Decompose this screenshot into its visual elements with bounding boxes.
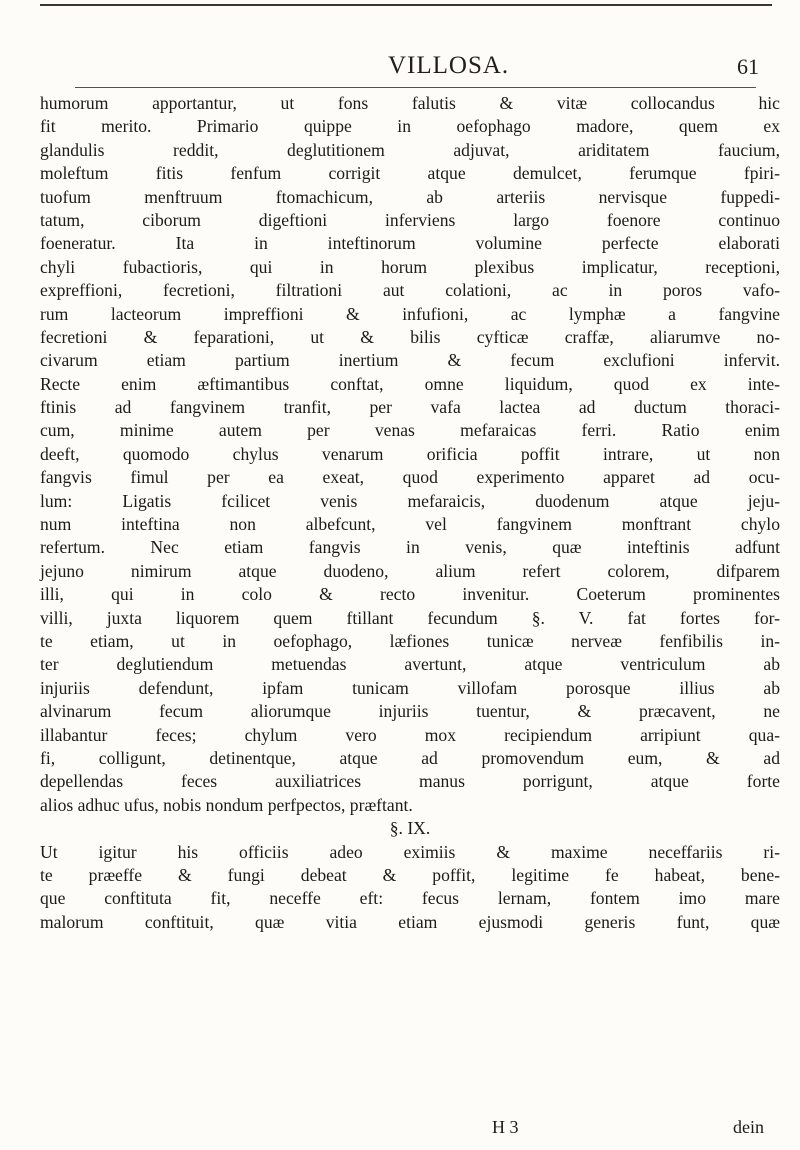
text-line: depellendas feces auxiliatrices manus porrigunt, atque forte (40, 771, 780, 792)
text-line: foeneratur. Ita in inteftinorum volumine perfecte elaborati (40, 233, 780, 254)
text-line: jejuno nimirum atque duodeno, alium refert colorem, difparem (40, 560, 780, 581)
text-line: ter deglutiendum metuendas avertunt, atque ventriculum ab (40, 654, 780, 675)
text-line: illabantur feces; chylum vero mox recipiendum arripiunt qua- (40, 724, 780, 745)
page-footer (40, 1117, 780, 1143)
body-text (40, 92, 780, 934)
text-line: tatum, ciborum digeftioni inferviens largo foenore continuo (40, 209, 780, 230)
text-line: te præeffe & fungi debeat & poffit, legitime fe habeat, bene- (40, 864, 780, 885)
header-rule (75, 87, 756, 88)
text-line: alvinarum fecum aliorumque injuriis tuentur, & præcavent, ne (40, 701, 780, 722)
text-line: villi, juxta liquorem quem ftillant fecundum §. V. fat fortes for- (40, 607, 780, 628)
text-line: tuofum menftruum ftomachicum, ab arteriis nervisque fuppedi- (40, 186, 780, 207)
text-line: Ut igitur his officiis adeo eximiis & maxime neceffariis ri- (40, 841, 780, 862)
text-line: fit merito. Primario quippe in oefophago madore, quem ex (40, 116, 780, 137)
top-edge-rule (40, 4, 772, 6)
signature-mark: H 3 (492, 1117, 519, 1137)
text-line: fangvis fimul per ea exeat, quod experimento apparet ad ocu- (40, 467, 780, 488)
text-line: lum: Ligatis fcilicet venis mefaraicis, duodenum atque jeju- (40, 490, 780, 511)
text-line: humorum apportantur, ut fons falutis & vitæ collocandus hic (40, 93, 780, 113)
text-line: illi, qui in colo & recto invenitur. Coeterum prominentes (40, 584, 780, 605)
text-line: moleftum fitis fenfum corrigit atque demulcet, ferumque fpiri- (40, 163, 780, 184)
running-head (0, 52, 800, 84)
running-title: VILLOSA. (388, 52, 510, 79)
text-line: malorum conftituit, quæ vitia etiam ejusmodi generis funt, quæ (40, 911, 780, 932)
text-line: refertum. Nec etiam fangvis in venis, quæ inteftinis adfunt (40, 537, 780, 558)
text-line: chyli fubactioris, qui in horum plexibus implicatur, receptioni, (40, 256, 780, 277)
text-line: cum, minime autem per venas mefaraicas ferri. Ratio enim (40, 420, 780, 441)
section-heading: §. IX. (389, 818, 431, 839)
text-line: glandulis reddit, deglutitionem adjuvat, ariditatem faucium, (40, 139, 780, 160)
text-line: rum lacteorum impreffioni & infufioni, ac lymphæ a fangvine (40, 303, 780, 324)
page-number: 61 (737, 54, 759, 79)
text-line: que conftituta fit, neceffe eft: fecus lernam, fontem imo mare (40, 888, 780, 909)
text-line: expreffioni, fecretioni, filtrationi aut colationi, ac in poros vafo- (40, 280, 780, 301)
text-line: Recte enim æftimantibus conftat, omne liquidum, quod ex inte- (40, 373, 780, 394)
text-line: te etiam, ut in oefophago, læfiones tunicæ nerveæ fenfibilis in- (40, 630, 780, 651)
text-line: alios adhuc ufus, nobis nondum perfpectos, præftant. (40, 794, 413, 815)
text-line: fecretioni & feparationi, ut & bilis cyfticæ craffæ, aliarumve no- (40, 326, 780, 347)
catchword: dein (733, 1117, 764, 1137)
text-line: injuriis defendunt, ipfam tunicam villofam porosque illius ab (40, 677, 780, 698)
text-line: num inteftina non albefcunt, vel fangvinem monftrant chylo (40, 514, 780, 535)
text-line: civarum etiam partium inertium & fecum exclufioni infervit. (40, 350, 780, 371)
text-line: fi, colligunt, detinentque, atque ad promovendum eum, & ad (40, 747, 780, 768)
text-line: ftinis ad fangvinem tranfit, per vafa lactea ad ductum thoraci- (40, 397, 780, 418)
text-line: deeft, quomodo chylus venarum orificia poffit intrare, ut non (40, 443, 780, 464)
